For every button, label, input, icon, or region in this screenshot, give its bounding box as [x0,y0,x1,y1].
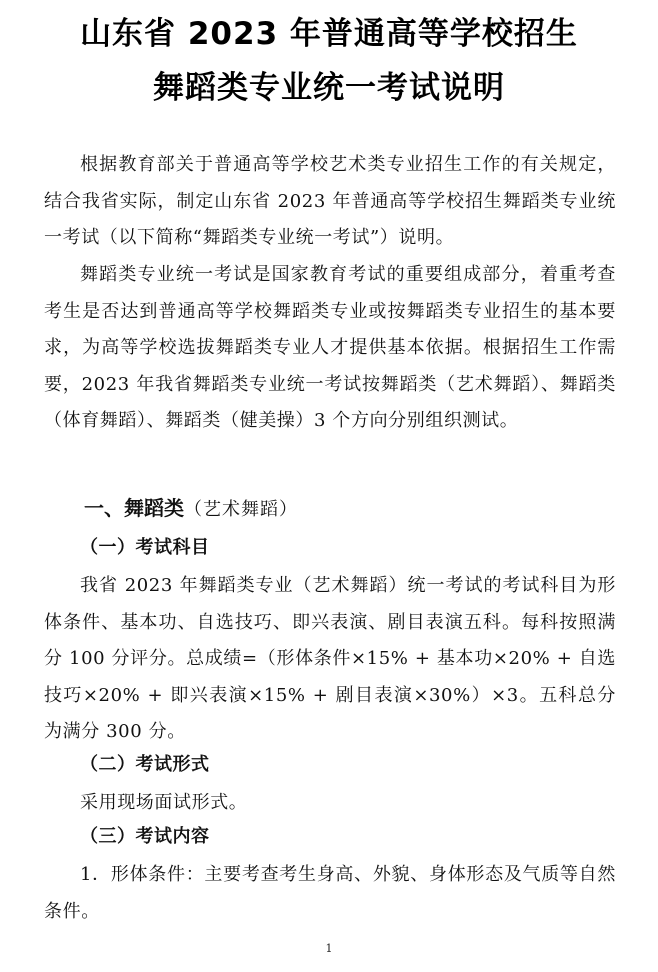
purpose-paragraph: 舞蹈类专业统一考试是国家教育考试的重要组成部分，着重考查考生是否达到普通高等学校舞蹈类专业或按舞蹈类专业招生的基本要求，为高等学校选拔舞蹈类专业人才提供基本依据。根据招生工作需要，2023 年我省舞蹈类专业统一考试按舞蹈类（艺术舞蹈）、舞蹈类（体育舞蹈）、舞蹈类（健美操）3 个方向分别组织测试。 [44,264,616,431]
document-title-line-2: 舞蹈类专业统一考试说明 [153,70,505,106]
subsection-exam-format-text: 采用现场面试形式。 [80,792,248,813]
intro-paragraph: 根据教育部关于普通高等学校艺术类专业招生工作的有关规定，结合我省实际，制定山东省 2023 年普通高等学校招生舞蹈类专业统一考试（以下简称“舞蹈类专业统一考试”）说明。 [44,154,616,248]
subsection-exam-content-heading: （三）考试内容 [80,826,210,847]
document-title-line-1: 山东省 2023 年普通高等学校招生 [80,16,578,52]
subsection-exam-format-heading: （二）考试形式 [80,754,210,775]
section-1-heading-sub: （艺术舞蹈） [184,499,298,520]
subsection-exam-subjects-text: 我省 2023 年舞蹈类专业（艺术舞蹈）统一考试的考试科目为形体条件、基本功、自选技巧、即兴表演、剧目表演五科。每科按照满分 100 分评分。总成绩=（形体条件×15% + 基本功×20% + 自选技巧×20% + 即兴表演×15% + 剧目表演×30%）×3。五科总分为满分 300 分。 [44,575,616,742]
page-number: 1 [325,942,333,955]
section-1-heading-bold: 一、舞蹈类 [84,496,184,520]
subsection-exam-subjects-heading: （一）考试科目 [80,537,210,558]
subsection-exam-content-text: 1．形体条件：主要考查考生身高、外貌、身体形态及气质等自然条件。 [44,864,616,922]
section-1-heading [84,492,298,521]
